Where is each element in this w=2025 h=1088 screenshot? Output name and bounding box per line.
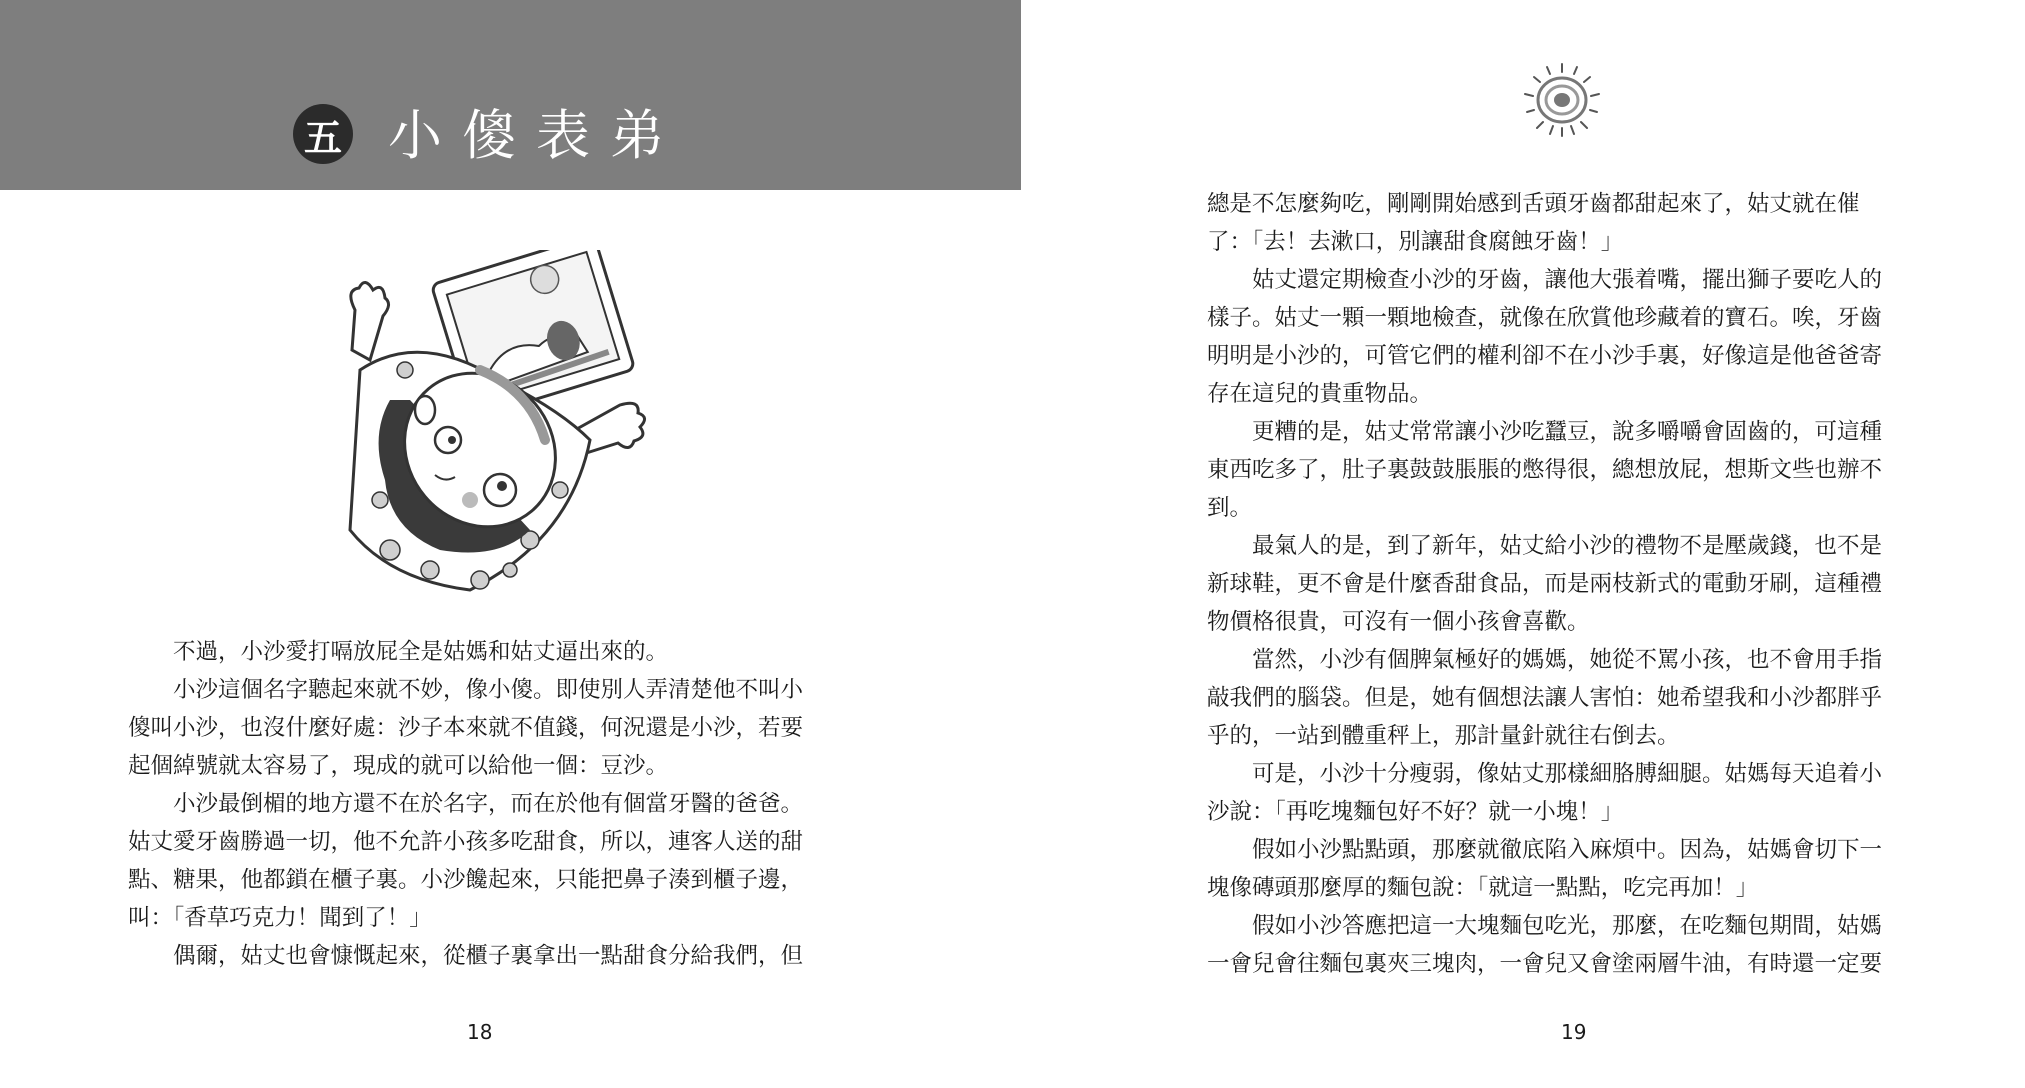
paragraph-line: 更糟的是，姑丈常常讓小沙吃蠶豆，說多嚼嚼會固齒的，可這種	[1207, 419, 1883, 445]
page-number: 18	[467, 1020, 493, 1044]
paragraph-line: 可是，小沙十分瘦弱，像姑丈那樣細胳膊細腿。姑媽每天追着小	[1207, 761, 1883, 787]
paragraph-line: 新球鞋，更不會是什麼香甜食品，而是兩枝新式的電動牙刷，這種禮	[1207, 571, 1883, 597]
paragraph-line: 一會兒會往麵包裏夾三塊肉，一會兒又會塗兩層牛油，有時還一定要	[1207, 951, 1883, 977]
paragraph-line: 不過，小沙愛打嗝放屁全是姑媽和姑丈逼出來的。	[128, 639, 669, 665]
chapter-number-badge: 五	[293, 104, 353, 164]
paragraph-line: 東西吃多了，肚子裏鼓鼓脹脹的憋得很，總想放屁，想斯文些也辦不	[1207, 457, 1883, 483]
paragraph-line: 最氣人的是，到了新年，姑丈給小沙的禮物不是壓歲錢，也不是	[1207, 533, 1883, 559]
paragraph-line: 小沙這個名字聽起來就不妙，像小傻。即使別人弄清楚他不叫小	[128, 677, 804, 703]
paragraph-line: 姑丈還定期檢查小沙的牙齒，讓他大張着嘴，擺出獅子要吃人的	[1207, 267, 1883, 293]
paragraph-line: 敲我們的腦袋。但是，她有個想法讓人害怕：她希望我和小沙都胖乎	[1207, 685, 1883, 711]
paragraph-line: 傻叫小沙，也沒什麼好處：沙子本來就不值錢，何況還是小沙，若要	[128, 715, 804, 741]
paragraph-line: 沙說：「再吃塊麵包好不好？就一小塊！」	[1207, 799, 1624, 825]
paragraph-line: 明明是小沙的，可管它們的權利卻不在小沙手裏，好像這是他爸爸寄	[1207, 343, 1883, 369]
chapter-title: 小傻表弟	[388, 104, 684, 167]
paragraph-line: 姑丈愛牙齒勝過一切，他不允許小孩多吃甜食，所以，連客人送的甜	[128, 829, 804, 855]
left-page-body-text	[128, 633, 834, 975]
paragraph-line: 假如小沙點點頭，那麼就徹底陷入麻煩中。因為，姑媽會切下一	[1207, 837, 1883, 863]
paragraph-line: 乎的，一站到體重秤上，那計量針就往右倒去。	[1207, 723, 1680, 749]
paragraph-line: 假如小沙答應把這一大塊麵包吃光，那麼，在吃麵包期間，姑媽	[1207, 913, 1883, 939]
paragraph-line: 當然，小沙有個脾氣極好的媽媽，她從不罵小孩，也不會用手指	[1207, 647, 1883, 673]
right-page	[1012, 0, 2025, 1088]
paragraph-line: 樣子。姑丈一顆一顆地檢查，就像在欣賞他珍藏着的寶石。唉，牙齒	[1207, 305, 1883, 331]
page-number: 19	[1561, 1020, 1587, 1044]
paragraph-line: 塊像磚頭那麼厚的麵包說：「就這一點點，吃完再加！」	[1207, 875, 1759, 901]
paragraph-line: 存在這兒的貴重物品。	[1207, 381, 1433, 407]
paragraph-line: 點、糖果，他都鎖在櫃子裏。小沙饞起來，只能把鼻子湊到櫃子邊，	[128, 867, 804, 893]
boy-in-bed-illustration	[330, 250, 650, 605]
paragraph-line: 偶爾，姑丈也會慷慨起來，從櫃子裏拿出一點甜食分給我們，但	[128, 943, 804, 969]
left-page	[0, 0, 1012, 1088]
paragraph-line: 了：「去！去漱口，別讓甜食腐蝕牙齒！」	[1207, 229, 1624, 255]
paragraph-line: 物價格很貴，可沒有一個小孩會喜歡。	[1207, 609, 1590, 635]
sun-ornament-icon	[1517, 62, 1607, 142]
paragraph-line: 叫：「香草巧克力！聞到了！」	[128, 905, 432, 931]
paragraph-line: 到。	[1207, 495, 1253, 521]
paragraph-line: 總是不怎麼夠吃，剛剛開始感到舌頭牙齒都甜起來了，姑丈就在催	[1207, 191, 1860, 217]
paragraph-line: 小沙最倒楣的地方還不在於名字，而在於他有個當牙醫的爸爸。	[128, 791, 804, 817]
paragraph-line: 起個綽號就太容易了，現成的就可以給他一個：豆沙。	[128, 753, 669, 779]
right-page-body-text	[1207, 185, 1923, 983]
